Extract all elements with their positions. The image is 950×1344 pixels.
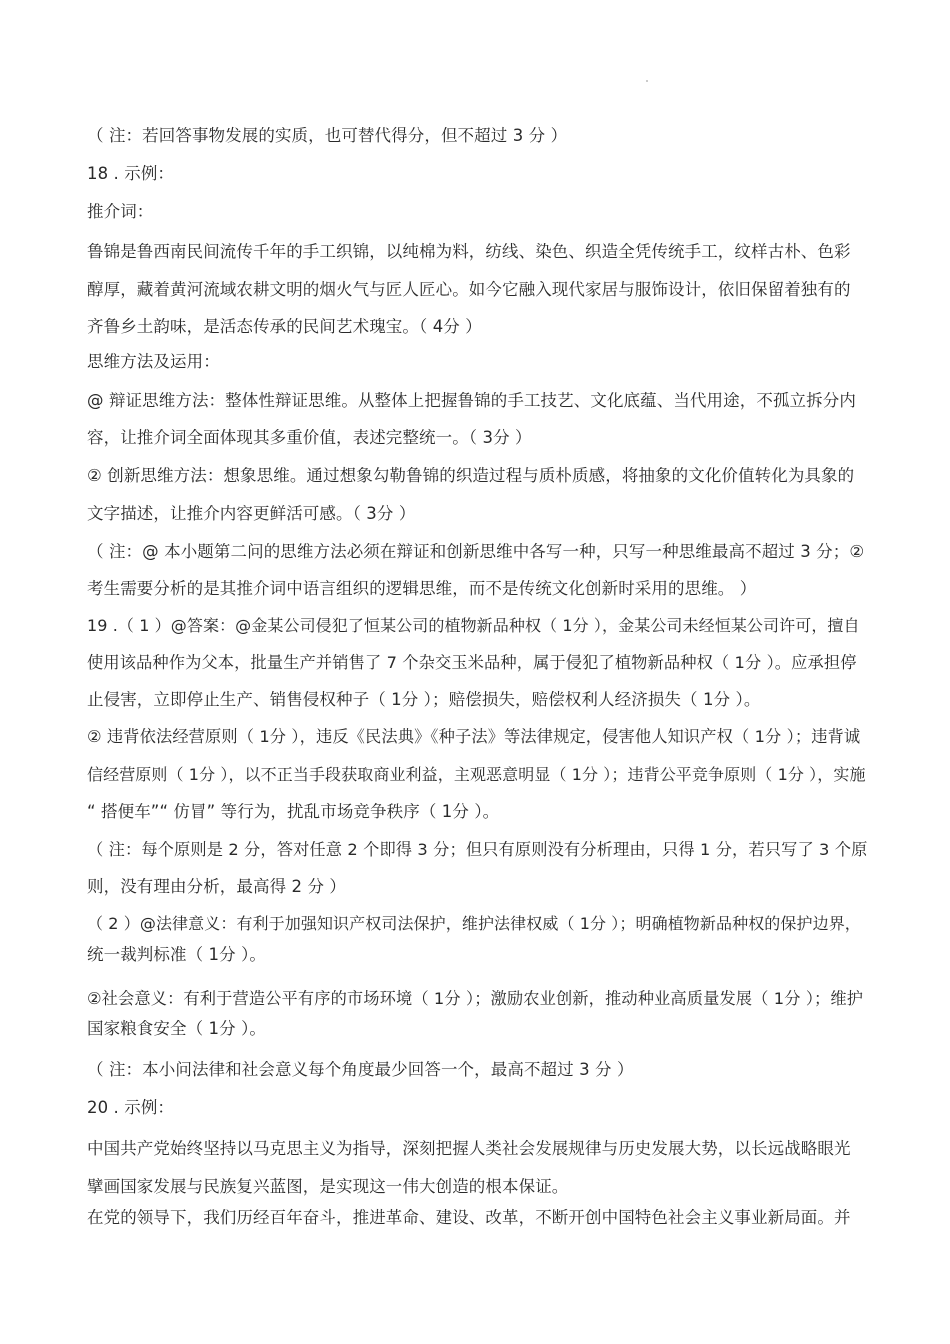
text-line: 推介词： (87, 202, 154, 221)
text-line: 统一裁判标准（ 1分 ）。 (87, 945, 267, 964)
text-line: 文字描述，让推介内容更鲜活可感。（ 3分 ） (87, 504, 416, 523)
text-line: ② 违背依法经营原则（ 1分 ），违反《民法典》《种子法》等法律规定，侵害他人知识产权（ 1分 ）；违背诚 (87, 727, 861, 746)
text-line: 中国共产党始终坚持以马克思主义为指导，深刻把握人类社会发展规律与历史发展大势，以长远战略眼光 (87, 1139, 851, 1158)
text-line: 思维方法及运用： (87, 352, 220, 371)
text-line: （ 2 ）@法律意义：有利于加强知识产权司法保护，维护法律权威（ 1分 ）；明确植物新品种权的保护边界， (87, 914, 861, 933)
text-line: 20 . 示例： (87, 1098, 175, 1117)
text-line: （ 注：若回答事物发展的实质，也可替代得分，但不超过 3 分 ） (87, 126, 568, 145)
text-line: 则，没有理由分析，最高得 2 分 ） (87, 877, 347, 896)
text-line: ②社会意义：有利于营造公平有序的市场环境（ 1分 ）；激励农业创新，推动种业高质量发展（ 1分 ）；维护 (87, 989, 864, 1008)
text-line: 擘画国家发展与民族复兴蓝图，是实现这一伟大创造的根本保证。 (87, 1177, 569, 1196)
text-line: 国家粮食安全（ 1分 ）。 (87, 1019, 267, 1038)
text-line: 醇厚，藏着黄河流域农耕文明的烟火气与匠人匠心。如今它融入现代家居与服饰设计，依旧保留着独有的 (87, 280, 851, 299)
text-line: @ 辩证思维方法：整体性辩证思维。从整体上把握鲁锦的手工技艺、文化底蕴、当代用途，不孤立拆分内 (87, 391, 856, 410)
text-line: （ 注：本小问法律和社会意义每个角度最少回答一个，最高不超过 3 分 ） (87, 1060, 634, 1079)
text-line: “ 搭便车”“ 仿冒” 等行为，扰乱市场竞争秩序（ 1分 ）。 (87, 802, 500, 821)
text-line: 齐鲁乡土韵味，是活态传承的民间艺术瑰宝。（ 4分 ） (87, 317, 482, 336)
text-line: 18 . 示例： (87, 164, 175, 183)
text-line: 止侵害，立即停止生产、销售侵权种子（ 1分 ）；赔偿损失，赔偿权利人经济损失（ 1分 ）。 (87, 690, 761, 709)
text-line: 鲁锦是鲁西南民间流传千年的手工织锦，以纯棉为料，纺线、染色、织造全凭传统手工，纹样古朴、色彩 (87, 242, 851, 261)
text-line: 在党的领导下，我们历经百年奋斗，推进革命、建设、改革，不断开创中国特色社会主义事业新局面。并 (87, 1208, 851, 1227)
text-line: 容，让推介词全面体现其多重价值，表述完整统一。（ 3分 ） (87, 428, 532, 447)
text-line: 使用该品种作为父本，批量生产并销售了 7 个杂交玉米品种，属于侵犯了植物新品种权（ 1分 ）。应承担停 (87, 653, 857, 672)
text-line: ② 创新思维方法：想象思维。通过想象勾勒鲁锦的织造过程与质朴质感，将抽象的文化价值转化为具象的 (87, 466, 855, 485)
text-line: （ 注：每个原则是 2 分，答对任意 2 个即得 3 分；但只有原则没有分析理由，只得 1 分，若只写了 3 个原 (87, 840, 868, 859)
text-line: 19 .（ 1 ）@答案：@金某公司侵犯了恒某公司的植物新品种权（ 1分 ），金某公司未经恒某公司许可，擅自 (87, 616, 860, 635)
scan-speck (646, 80, 648, 82)
text-line: 考生需要分析的是其推介词中语言组织的逻辑思维，而不是传统文化创新时采用的思维。 ） (87, 579, 757, 598)
text-line: 信经营原则（ 1分 ），以不正当手段获取商业利益，主观恶意明显（ 1分 ）；违背公平竞争原则（ 1分 ），实施 (87, 765, 866, 784)
text-line: （ 注：@ 本小题第二问的思维方法必须在辩证和创新思维中各写一种，只写一种思维最高不超过 3 分；② (87, 542, 865, 561)
